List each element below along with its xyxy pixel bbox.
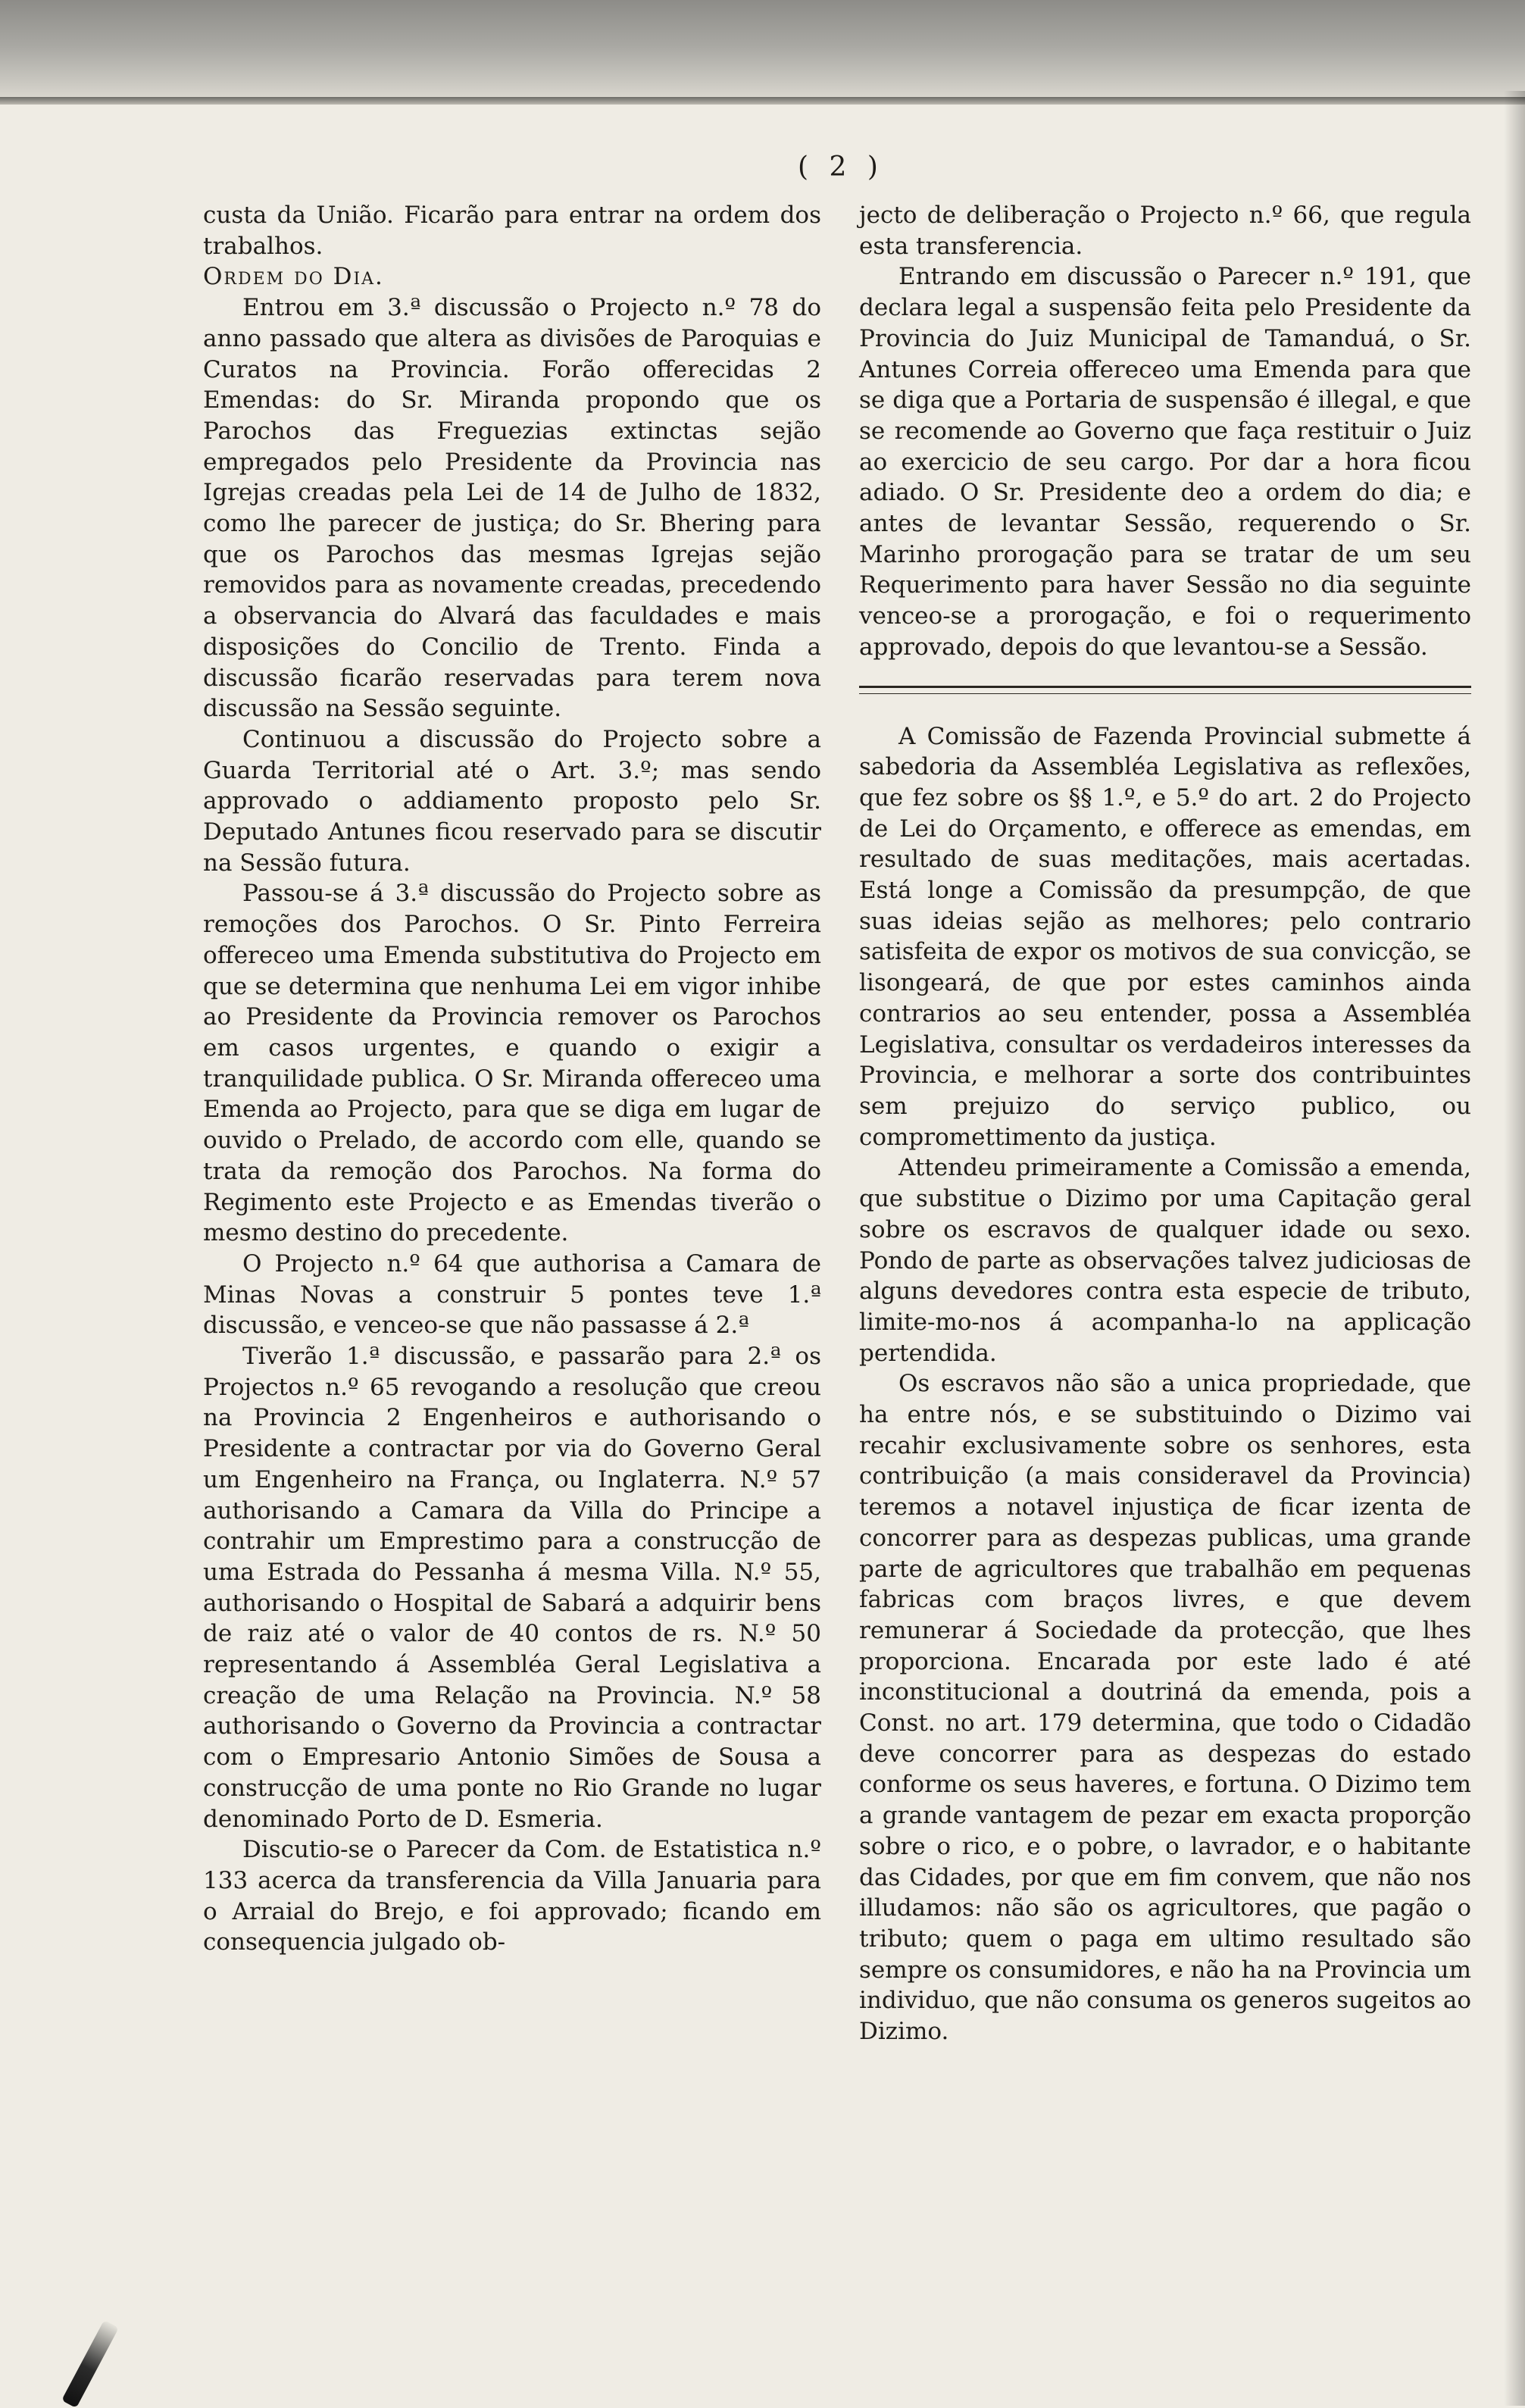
page-number: ( 2 ): [798, 152, 884, 183]
left-paragraph-7: Discutio-se o Parecer da Com. de Estatistica n.º 133 acerca da transferencia da Villa Januaria para o Arraial do Brejo, e foi approvado; ficando em consequencia julgado ob-: [203, 1836, 821, 1956]
left-paragraph-2: Entrou em 3.ª discussão o Projecto n.º 78 do anno passado que altera as divisões de Paroquias e Curatos na Provincia. Forão offerecidas 2 Emendas: do Sr. Miranda propondo que os Parochos das Freguezias extinctas sejão empregados pelo Presidente da Provincia nas Igrejas creadas pela Lei de 14 de Julho de 1832, como lhe parecer de justiça; do Sr. Bhering para que os Parochos das mesmas Igrejas sejão removidos para as novamente creadas, precedendo a observancia do Alvará das faculdades e mais disposições do Concilio de Trento. Finda a discussão ficarão reservadas para terem nova discussão na Sessão seguinte.: [203, 294, 821, 723]
right-paragraph-5: Os escravos não são a unica propriedade, que ha entre nós, e se substituindo o Dizimo vai recahir exclusivamente sobre os senhores, esta contribuição (a mais consideravel da Provincia) teremos a notavel injustiça de ficar izenta de concorrer para as despezas publicas, uma grande parte de agricultores que trabalhão em pequenas fabricas com braços livres, e que devem remunerar á Sociedade da protecção, que lhes proporciona. Encarada por este lado é até inconstitucional a doutriná da emenda, pois a Const. no art. 179 determina, que todo o Cidadão deve concorrer para as despezas do estado conforme os seus haveres, e fortuna. O Dizimo tem a grande vantagem de pezar em exacta proporção sobre o rico, e o pobre, o lavrador, e o habitante das Cidades, por que em fim convem, que não nos illudamos: não são os agricultores, que pagão o tributo; quem o paga em ultimo resultado são sempre os consumidores, e não ha na Provincia um individuo, que não consuma os generos sugeitos ao Dizimo.: [859, 1370, 1471, 2046]
right-paragraph-4: Attendeu primeiramente a Comissão a emenda, que substitue o Dizimo por uma Capitação geral sobre os escravos de qualquer idade ou sexo. Pondo de parte as observações talvez judiciosas de alguns devedores contra esta especie de tributo, limite-mo-nos á acompanha-lo na applicação pertendida.: [859, 1154, 1471, 1367]
page-top-edge: [0, 97, 1525, 105]
left-paragraph-5: O Projecto n.º 64 que authorisa a Camara de Minas Novas a construir 5 pontes teve 1.ª discussão, e venceo-se que não passasse á 2.ª: [203, 1249, 821, 1340]
right-paragraph-2: Entrando em discussão o Parecer n.º 191, que declara legal a suspensão feita pelo Presidente da Provincia do Juiz Municipal de Tamanduá, o Sr. Antunes Correia offereceo uma Emenda para que se diga que a Portaria de suspensão é illegal, e que se recomende ao Governo que faça restituir o Juiz ao exercicio de seu cargo. Por dar a hora ficou adiado. O Sr. Presidente deo a ordem do dia; e antes de levantar Sessão, requerendo o Sr. Marinho prorogação para se tratar de um seu Requerimento para haver Sessão no dia seguinte venceo-se a prorogação, e foi o requerimento approvado, depois do que levantou-se a Sessão.: [859, 263, 1471, 661]
left-column: [203, 200, 821, 1958]
left-paragraph-6: Tiverão 1.ª discussão, e passarão para 2.ª os Projectos n.º 65 revogando a resolução que creou na Provincia 2 Engenheiros e authorisando o Presidente a contractar por via do Governo Geral um Engenheiro na França, ou Inglaterra. N.º 57 authorisando a Camara da Villa do Principe a contrahir um Emprestimo para a construcção de uma Estrada do Pessanha á mesma Villa. N.º 55, authorisando o Hospital de Sabará a adquirir bens de raiz até o valor de 40 contos de rs. N.º 50 representando á Assembléa Geral Legislativa a creação de uma Relação na Provincia. N.º 58 authorisando o Governo da Provincia a contractar com o Empresario Antonio Simões de Sousa a construcção de uma ponte no Rio Grande no lugar denominado Porto de D. Esmeria.: [203, 1343, 821, 1833]
pen-tip-artifact: [61, 2320, 119, 2408]
section-divider: [859, 686, 1471, 694]
right-paragraph-1: jecto de deliberação o Projecto n.º 66, que regula esta transferencia.: [859, 202, 1471, 260]
left-paragraph-3: Continuou a discussão do Projecto sobre a Guarda Territorial até o Art. 3.º; mas sendo approvado o addiamento proposto pelo Sr. Deputado Antunes ficou reservado para se discutir na Sessão futura.: [203, 725, 821, 877]
right-paragraph-3: A Comissão de Fazenda Provincial submette á sabedoria da Assembléa Legislativa as reflexões, que fez sobre os §§ 1.º, e 5.º do art. 2 do Projecto de Lei do Orçamento, e offerece as emendas, em resultado de suas meditações, mais acertadas. Está longe a Comissão da presumpção, de que suas ideias sejão as melhores; pelo contrario satisfeita de expor os motivos de sua convicção, se lisongeará, de que por estes caminhos ainda contrarios ao seu entender, possa a Assembléa Legislativa, consultar os verdadeiros interesses da Provincia, e melhorar a sorte dos contribuintes sem prejuizo do serviço publico, ou compromettimento da justiça.: [859, 722, 1471, 1151]
page-binding-shadow: [1504, 91, 1525, 2406]
left-paragraph-4: Passou-se á 3.ª discussão do Projecto sobre as remoções dos Parochos. O Sr. Pinto Ferreira offereceo uma Emenda substitutiva do Projecto em que se determina que nenhuma Lei em vigor inhibe ao Presidente da Provincia remover os Parochos em casos urgentes, e quando o exigir a tranquilidade publica. O Sr. Miranda offereceo uma Emenda ao Projecto, para que se diga em lugar de ouvido o Prelado, de accordo com elle, quando se trata da remoção dos Parochos. Na forma do Regimento este Projecto e as Emendas tiverão o mesmo destino do precedente.: [203, 880, 821, 1247]
right-column: [859, 200, 1471, 2047]
section-heading: Ordem do Dia.: [203, 263, 384, 291]
scanned-page-top-margin: [0, 0, 1525, 102]
left-paragraph-1: custa da União. Ficarão para entrar na ordem dos trabalhos.: [203, 202, 821, 260]
